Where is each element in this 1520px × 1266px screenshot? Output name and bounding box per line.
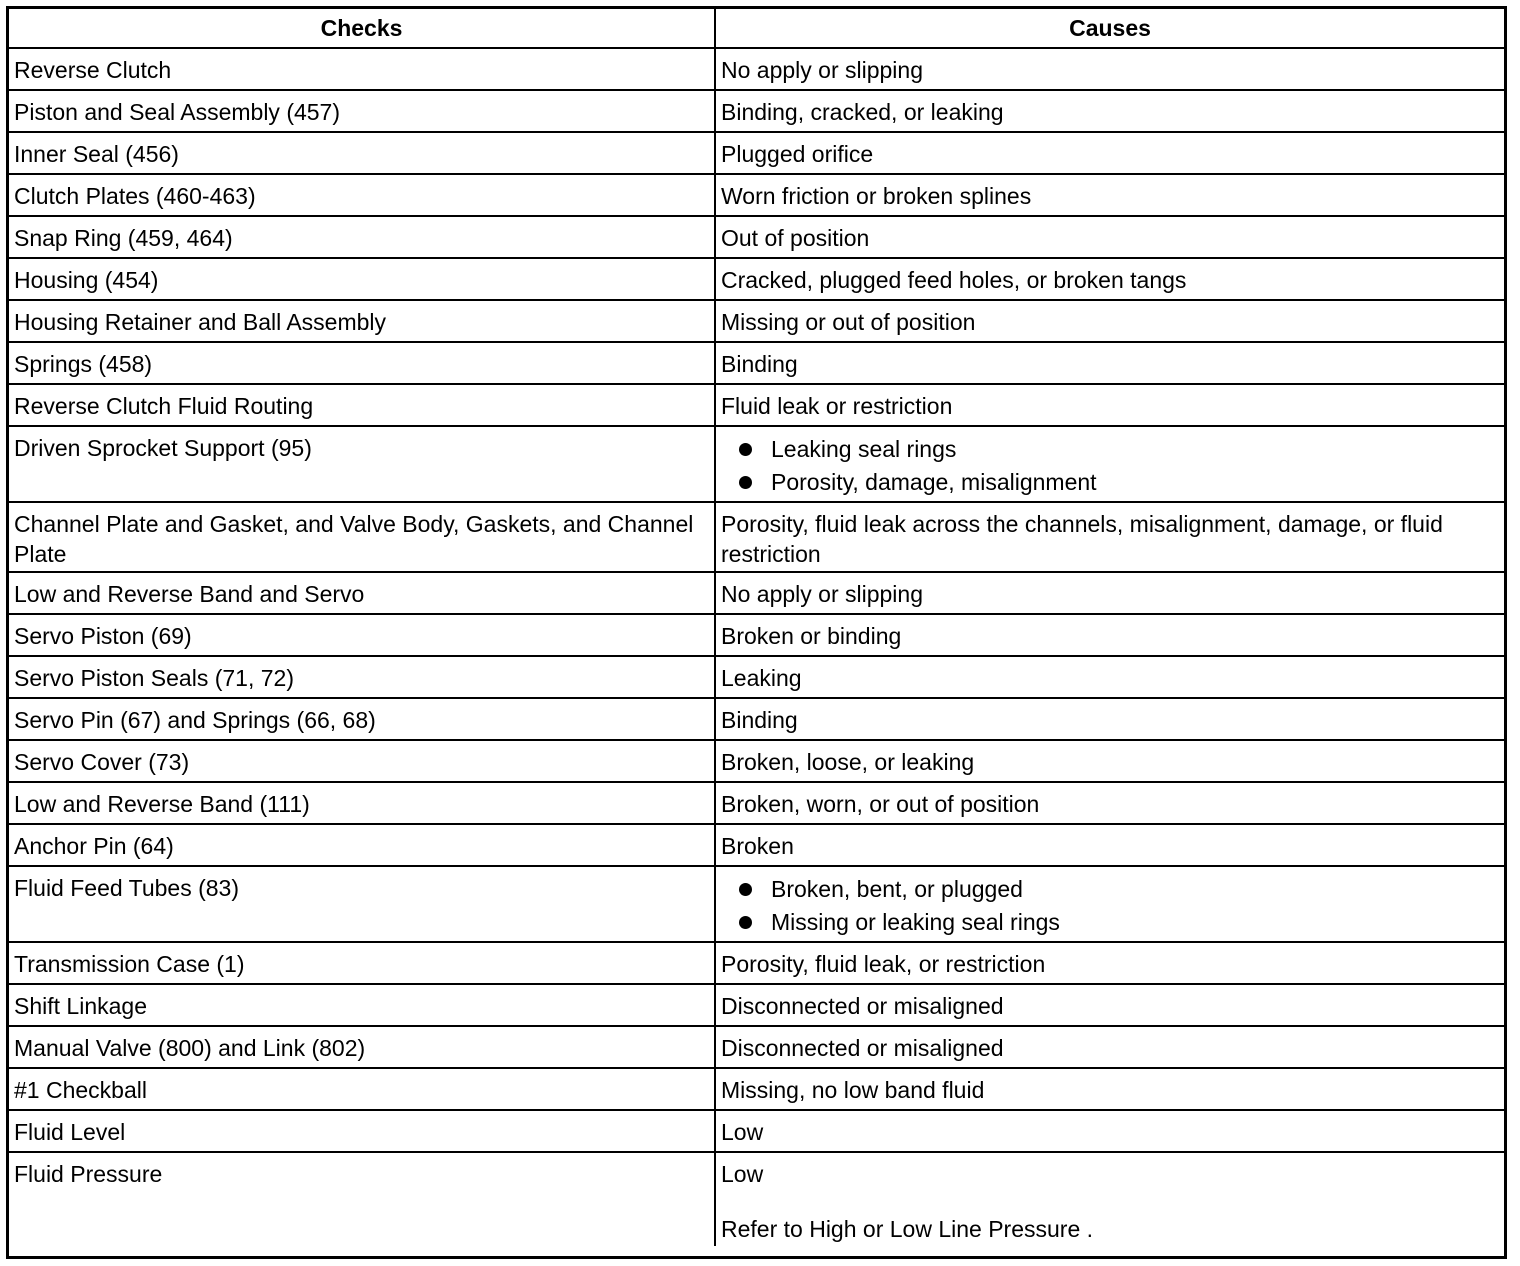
table-row (9, 384, 1504, 426)
header-causes: Causes (715, 9, 1504, 48)
table-row (9, 614, 1504, 656)
cause-cell: Worn friction or broken splines (715, 174, 1504, 216)
cause-bullet-list (721, 433, 1499, 499)
table-row (9, 740, 1504, 782)
check-cell: Transmission Case (1) (9, 942, 715, 984)
table-row (9, 258, 1504, 300)
cause-cell: Out of position (715, 216, 1504, 258)
check-cell: Reverse Clutch Fluid Routing (9, 384, 715, 426)
check-cell: Housing Retainer and Ball Assembly (9, 300, 715, 342)
check-cell: #1 Checkball (9, 1068, 715, 1110)
check-cell: Piston and Seal Assembly (457) (9, 90, 715, 132)
cause-cell: Broken or binding (715, 614, 1504, 656)
header-checks: Checks (9, 9, 715, 48)
cause-cell: Broken, worn, or out of position (715, 782, 1504, 824)
cause-cell (715, 426, 1504, 502)
cause-cell: No apply or slipping (715, 572, 1504, 614)
table-row (9, 984, 1504, 1026)
cause-cell: Porosity, fluid leak, or restriction (715, 942, 1504, 984)
checks-causes-table-frame (6, 6, 1507, 1259)
check-cell: Manual Valve (800) and Link (802) (9, 1026, 715, 1068)
check-cell: Housing (454) (9, 258, 715, 300)
table-row (9, 90, 1504, 132)
check-cell: Servo Pin (67) and Springs (66, 68) (9, 698, 715, 740)
table-row (9, 174, 1504, 216)
check-cell: Clutch Plates (460-463) (9, 174, 715, 216)
cause-cell: Binding (715, 698, 1504, 740)
line-pressure-reference: Refer to High or Low Line Pressure . (721, 1216, 1094, 1242)
check-cell: Servo Piston (69) (9, 614, 715, 656)
check-cell: Low and Reverse Band (111) (9, 782, 715, 824)
checks-causes-table (9, 9, 1504, 1246)
check-cell: Fluid Feed Tubes (83) (9, 866, 715, 942)
table-row (9, 824, 1504, 866)
table-row (9, 942, 1504, 984)
cause-cell: Porosity, fluid leak across the channels, misalignment, damage, or fluid restriction (715, 502, 1504, 572)
check-cell: Reverse Clutch (9, 48, 715, 90)
table-row (9, 132, 1504, 174)
check-cell: Inner Seal (456) (9, 132, 715, 174)
cause-cell: Cracked, plugged feed holes, or broken tangs (715, 258, 1504, 300)
table-row (9, 216, 1504, 258)
cause-cell: Missing or out of position (715, 300, 1504, 342)
check-cell: Anchor Pin (64) (9, 824, 715, 866)
cause-cell: Disconnected or misaligned (715, 1026, 1504, 1068)
check-cell: Snap Ring (459, 464) (9, 216, 715, 258)
check-cell: Servo Piston Seals (71, 72) (9, 656, 715, 698)
cause-bullet: Porosity, damage, misalignment (737, 466, 1499, 499)
table-row (9, 866, 1504, 942)
cause-cell: Binding, cracked, or leaking (715, 90, 1504, 132)
table-row (9, 782, 1504, 824)
table-row (9, 1068, 1504, 1110)
cause-cell: Broken (715, 824, 1504, 866)
check-cell: Fluid Pressure (9, 1152, 715, 1246)
cause-cell: Broken, loose, or leaking (715, 740, 1504, 782)
table-row (9, 1026, 1504, 1068)
cause-cell: Plugged orifice (715, 132, 1504, 174)
table-row (9, 1152, 1504, 1246)
table-row (9, 502, 1504, 572)
cause-cell (715, 866, 1504, 942)
cause-cell: Missing, no low band fluid (715, 1068, 1504, 1110)
table-row (9, 300, 1504, 342)
cause-text: Low (721, 1161, 764, 1187)
check-cell: Low and Reverse Band and Servo (9, 572, 715, 614)
cause-cell: Binding (715, 342, 1504, 384)
table-row (9, 656, 1504, 698)
table-row (9, 48, 1504, 90)
cause-cell: Low (715, 1110, 1504, 1152)
header-row (9, 9, 1504, 48)
table-row (9, 342, 1504, 384)
table-row (9, 1110, 1504, 1152)
cause-cell: Disconnected or misaligned (715, 984, 1504, 1026)
cause-cell: No apply or slipping (715, 48, 1504, 90)
check-cell: Shift Linkage (9, 984, 715, 1026)
cause-bullet-list (721, 873, 1499, 939)
cause-cell: Leaking (715, 656, 1504, 698)
check-cell: Springs (458) (9, 342, 715, 384)
cause-bullet: Leaking seal rings (737, 433, 1499, 466)
cause-cell: Fluid leak or restriction (715, 384, 1504, 426)
table-row (9, 426, 1504, 502)
check-cell: Fluid Level (9, 1110, 715, 1152)
table-row (9, 698, 1504, 740)
cause-cell (715, 1152, 1504, 1246)
table-row (9, 572, 1504, 614)
cause-bullet: Missing or leaking seal rings (737, 906, 1499, 939)
check-cell: Servo Cover (73) (9, 740, 715, 782)
check-cell: Driven Sprocket Support (95) (9, 426, 715, 502)
check-cell: Channel Plate and Gasket, and Valve Body, Gaskets, and Channel Plate (9, 502, 715, 572)
cause-bullet: Broken, bent, or plugged (737, 873, 1499, 906)
